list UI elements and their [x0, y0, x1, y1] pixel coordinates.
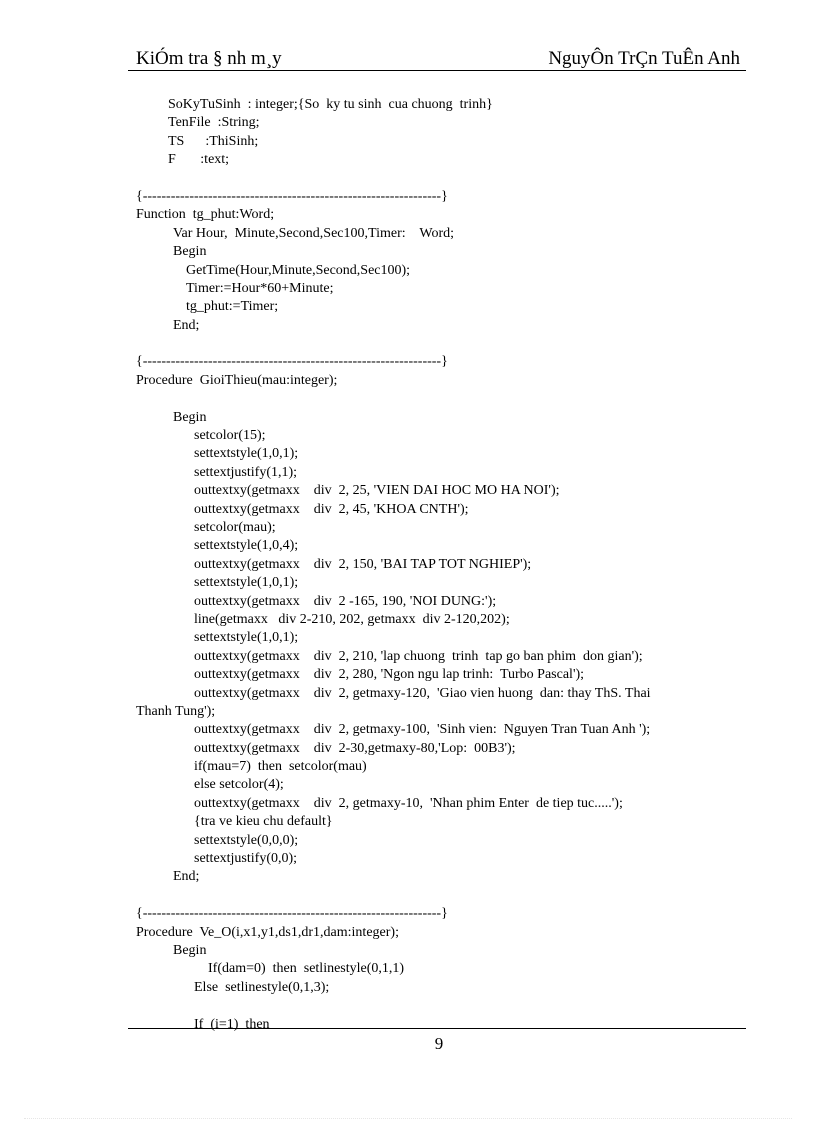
code-line	[136, 997, 756, 1015]
code-listing	[136, 96, 756, 1034]
code-line: TS :ThiSinh;	[168, 133, 259, 149]
code-line: outtextxy(getmaxx div 2, 45, 'KHOA CNTH');	[194, 501, 469, 517]
code-line: outtextxy(getmaxx div 2-30,getmaxy-80,'Lop: 00B3');	[194, 740, 516, 756]
code-line: tg_phut:=Timer;	[186, 299, 279, 315]
code-line: Thanh Tung');	[136, 703, 216, 719]
code-line: Else setlinestyle(0,1,3);	[194, 979, 330, 995]
code-line: {----------------------------------------------------------------}	[136, 188, 448, 204]
code-line: If(dam=0) then setlinestyle(0,1,1)	[208, 961, 405, 977]
header-title-left: KiÓm tra § nh m¸y	[136, 48, 282, 69]
code-line: Procedure Ve_O(i,x1,y1,ds1,dr1,dam:integer);	[136, 924, 399, 940]
code-line: line(getmaxx div 2-210, 202, getmaxx div 2-120,202);	[194, 611, 510, 627]
code-line: Begin	[173, 409, 207, 425]
code-line: if(mau=7) then setcolor(mau)	[194, 759, 367, 775]
code-line: If (i=1) then	[194, 1016, 270, 1032]
code-line: outtextxy(getmaxx div 2, 280, 'Ngon ngu lap trinh: Turbo Pascal');	[194, 667, 585, 683]
code-line: settextjustify(0,0);	[194, 851, 298, 867]
code-line: Timer:=Hour*60+Minute;	[186, 280, 334, 296]
code-line: outtextxy(getmaxx div 2, getmaxy-10, 'Nhan phim Enter de tiep tuc.....');	[194, 795, 623, 811]
code-line: settextstyle(0,0,0);	[194, 832, 299, 848]
page-edge	[24, 1118, 792, 1119]
code-line: {----------------------------------------------------------------}	[136, 354, 448, 370]
code-line: F :text;	[168, 152, 230, 168]
code-line: Var Hour, Minute,Second,Sec100,Timer: Word;	[173, 225, 455, 241]
code-line: outtextxy(getmaxx div 2, getmaxy-120, 'Giao vien huong dan: thay ThS. Thai	[194, 685, 651, 701]
code-line: SoKyTuSinh : integer;{So ky tu sinh cua chuong trinh}	[168, 97, 493, 112]
code-line: outtextxy(getmaxx div 2, 210, 'lap chuong trinh tap go ban phim don gian');	[194, 648, 643, 664]
code-line: End;	[173, 869, 200, 885]
code-line: {tra ve kieu chu default}	[194, 814, 333, 830]
code-line	[136, 887, 756, 905]
code-line: GetTime(Hour,Minute,Second,Sec100);	[186, 262, 411, 278]
footer-divider	[128, 1028, 746, 1029]
code-line: settextstyle(1,0,4);	[194, 538, 299, 554]
code-line: settextjustify(1,1);	[194, 464, 298, 480]
code-line: setcolor(mau);	[194, 519, 276, 535]
header-author: NguyÔn TrÇn TuÊn Anh	[548, 48, 740, 69]
code-line: Procedure GioiThieu(mau:integer);	[136, 372, 338, 388]
code-line: outtextxy(getmaxx div 2, getmaxy-100, 'Sinh vien: Nguyen Tran Tuan Anh ');	[194, 722, 651, 738]
code-line	[136, 390, 756, 408]
code-line: TenFile :String;	[168, 115, 260, 131]
header-divider	[128, 70, 746, 71]
page-number: 9	[434, 1034, 444, 1053]
code-line: outtextxy(getmaxx div 2, 25, 'VIEN DAI HOC MO HA NOI');	[194, 483, 560, 499]
code-line: settextstyle(1,0,1);	[194, 630, 299, 646]
code-line: Begin	[173, 942, 207, 958]
code-line	[136, 335, 756, 353]
code-line: settextstyle(1,0,1);	[194, 446, 299, 462]
code-line: Begin	[173, 244, 207, 260]
code-line: else setcolor(4);	[194, 777, 284, 793]
code-line: Function tg_phut:Word;	[136, 207, 275, 223]
code-line	[136, 170, 756, 188]
code-line: End;	[173, 317, 200, 333]
code-line: {----------------------------------------------------------------}	[136, 906, 448, 922]
code-line: outtextxy(getmaxx div 2, 150, 'BAI TAP TOT NGHIEP');	[194, 556, 532, 572]
code-line: setcolor(15);	[194, 428, 266, 444]
code-line: settextstyle(1,0,1);	[194, 575, 299, 591]
code-line: outtextxy(getmaxx div 2 -165, 190, 'NOI DUNG:');	[194, 593, 497, 609]
